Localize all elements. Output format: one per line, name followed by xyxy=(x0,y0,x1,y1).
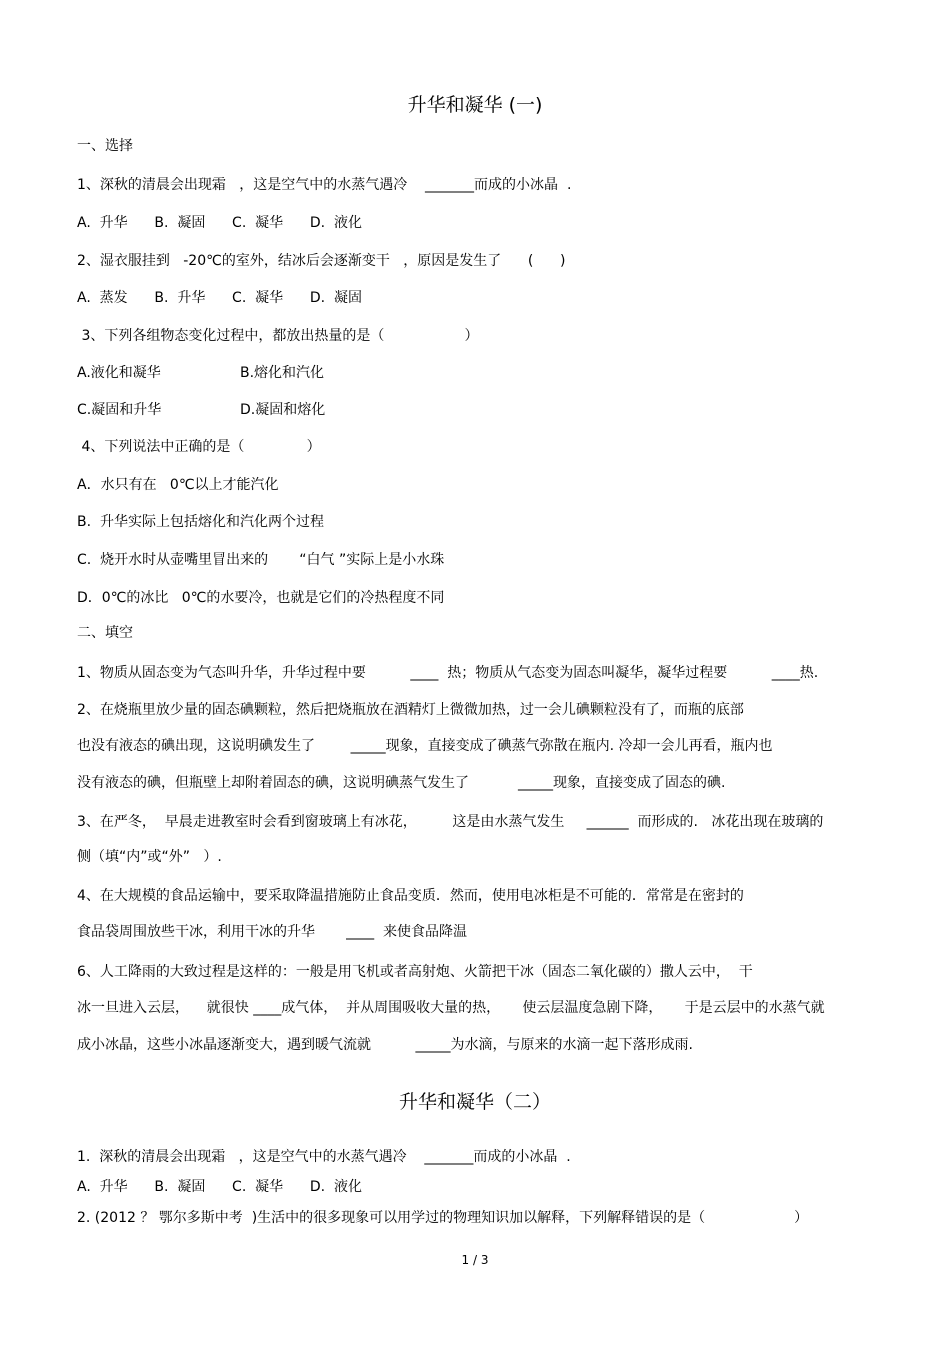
question-4-option-c: C. 烧开水时从壶嘴里冒出来的 “白气 ”实际上是小水珠 xyxy=(77,552,445,568)
fill-question-1: 1、物质从固态变为气态叫升华，升华过程中要 ____ 热；物质从气态变为固态叫凝华，凝华过程要 ____热. xyxy=(77,665,819,681)
question-3-option-d: D.凝固和熔化 xyxy=(240,402,326,418)
fill-question-6-line-2: 冰一旦进入云层， 就很快 ____成气体， 并从周围吸收大量的热， 使云层温度急剧下降， 于是云层中的水蒸气就 xyxy=(77,1000,825,1016)
part2-question-1: 1. 深秋的清晨会出现霜 ，这是空气中的水蒸气遇冷 _______而成的小冰晶 . xyxy=(77,1149,571,1165)
question-3: 3、下列各组物态变化过程中，都放出热量的是（ ） xyxy=(77,328,479,344)
fill-question-2-line-3: 没有液态的碘，但瓶壁上却附着固态的碘，这说明碘蒸气发生了 _____现象，直接变成了固态的碘. xyxy=(77,775,726,791)
question-2-options: A. 蒸发 B. 升华 C. 凝华 D. 凝固 xyxy=(77,290,362,306)
section-heading-fill: 二、填空 xyxy=(77,625,133,641)
fill-question-3-line-2: 侧（填“内”或“外” ）. xyxy=(77,849,222,865)
fill-question-4-line-1: 4、在大规模的食品运输中，要采取降温措施防止食品变质．然而，使用电冰柜是不可能的．常常是在密封的 xyxy=(77,888,744,904)
question-1-options: A. 升华 B. 凝固 C. 凝华 D. 液化 xyxy=(77,215,362,231)
question-4-option-a: A．水只有在 0℃以上才能汽化 xyxy=(77,477,279,493)
fill-question-3-line-1: 3、在严冬， 早晨走进教室时会看到窗玻璃上有冰花， 这是由水蒸气发生 ______ 而形成的. 冰花出现在玻璃的 xyxy=(77,814,824,830)
fill-question-4-line-2: 食品袋周围放些干冰，利用干冰的升华 ____ 来使食品降温 xyxy=(77,924,468,940)
page-title-1: 升华和凝华 (一) xyxy=(407,94,543,116)
part2-question-1-options: A. 升华 B. 凝固 C. 凝华 D. 液化 xyxy=(77,1179,362,1195)
page-number: 1 / 3 xyxy=(461,1253,489,1267)
question-3-option-a: A.液化和凝华 xyxy=(77,365,161,381)
question-3-option-b: B.熔化和汽化 xyxy=(240,365,325,381)
question-4: 4、下列说法中正确的是（ ） xyxy=(77,439,321,455)
fill-question-6-line-1: 6、人工降雨的大致过程是这样的：一般是用飞机或者高射炮、火箭把干冰（固态二氧化碳的）撒人云中， 干 xyxy=(77,964,753,980)
fill-question-2-line-1: 2、在烧瓶里放少量的固态碘颗粒，然后把烧瓶放在酒精灯上微微加热，过一会儿碘颗粒没有了，而瓶的底部 xyxy=(77,702,744,718)
question-1: 1、深秋的清晨会出现霜 ，这是空气中的水蒸气遇冷 _______而成的小冰晶 . xyxy=(77,177,572,193)
fill-question-6-line-3: 成小冰晶，这些小冰晶逐渐变大，遇到暖气流就 _____为水滴，与原来的水滴一起下落形成雨. xyxy=(77,1037,693,1053)
fill-question-2-line-2: 也没有液态的碘出现，这说明碘发生了 _____现象，直接变成了碘蒸气弥散在瓶内. 冷却一会儿再看，瓶内也 xyxy=(77,738,773,754)
question-3-option-c: C.凝固和升华 xyxy=(77,402,162,418)
question-4-option-b: B. 升华实际上包括熔化和汽化两个过程 xyxy=(77,514,324,530)
question-2: 2、湿衣服挂到 -20℃的室外，结冰后会逐渐变干 ，原因是发生了 ( ) xyxy=(77,253,566,269)
part2-question-2: 2. (2012 ？ 鄂尔多斯中考 )生活中的很多现象可以用学过的物理知识加以解释，下列解释错误的是（ ） xyxy=(77,1210,809,1226)
question-4-option-d: D．0℃的冰比 0℃的水要冷，也就是它们的冷热程度不同 xyxy=(77,590,445,606)
page-title-2: 升华和凝华（二） xyxy=(398,1091,551,1113)
section-heading-choice: 一、选择 xyxy=(77,138,133,154)
